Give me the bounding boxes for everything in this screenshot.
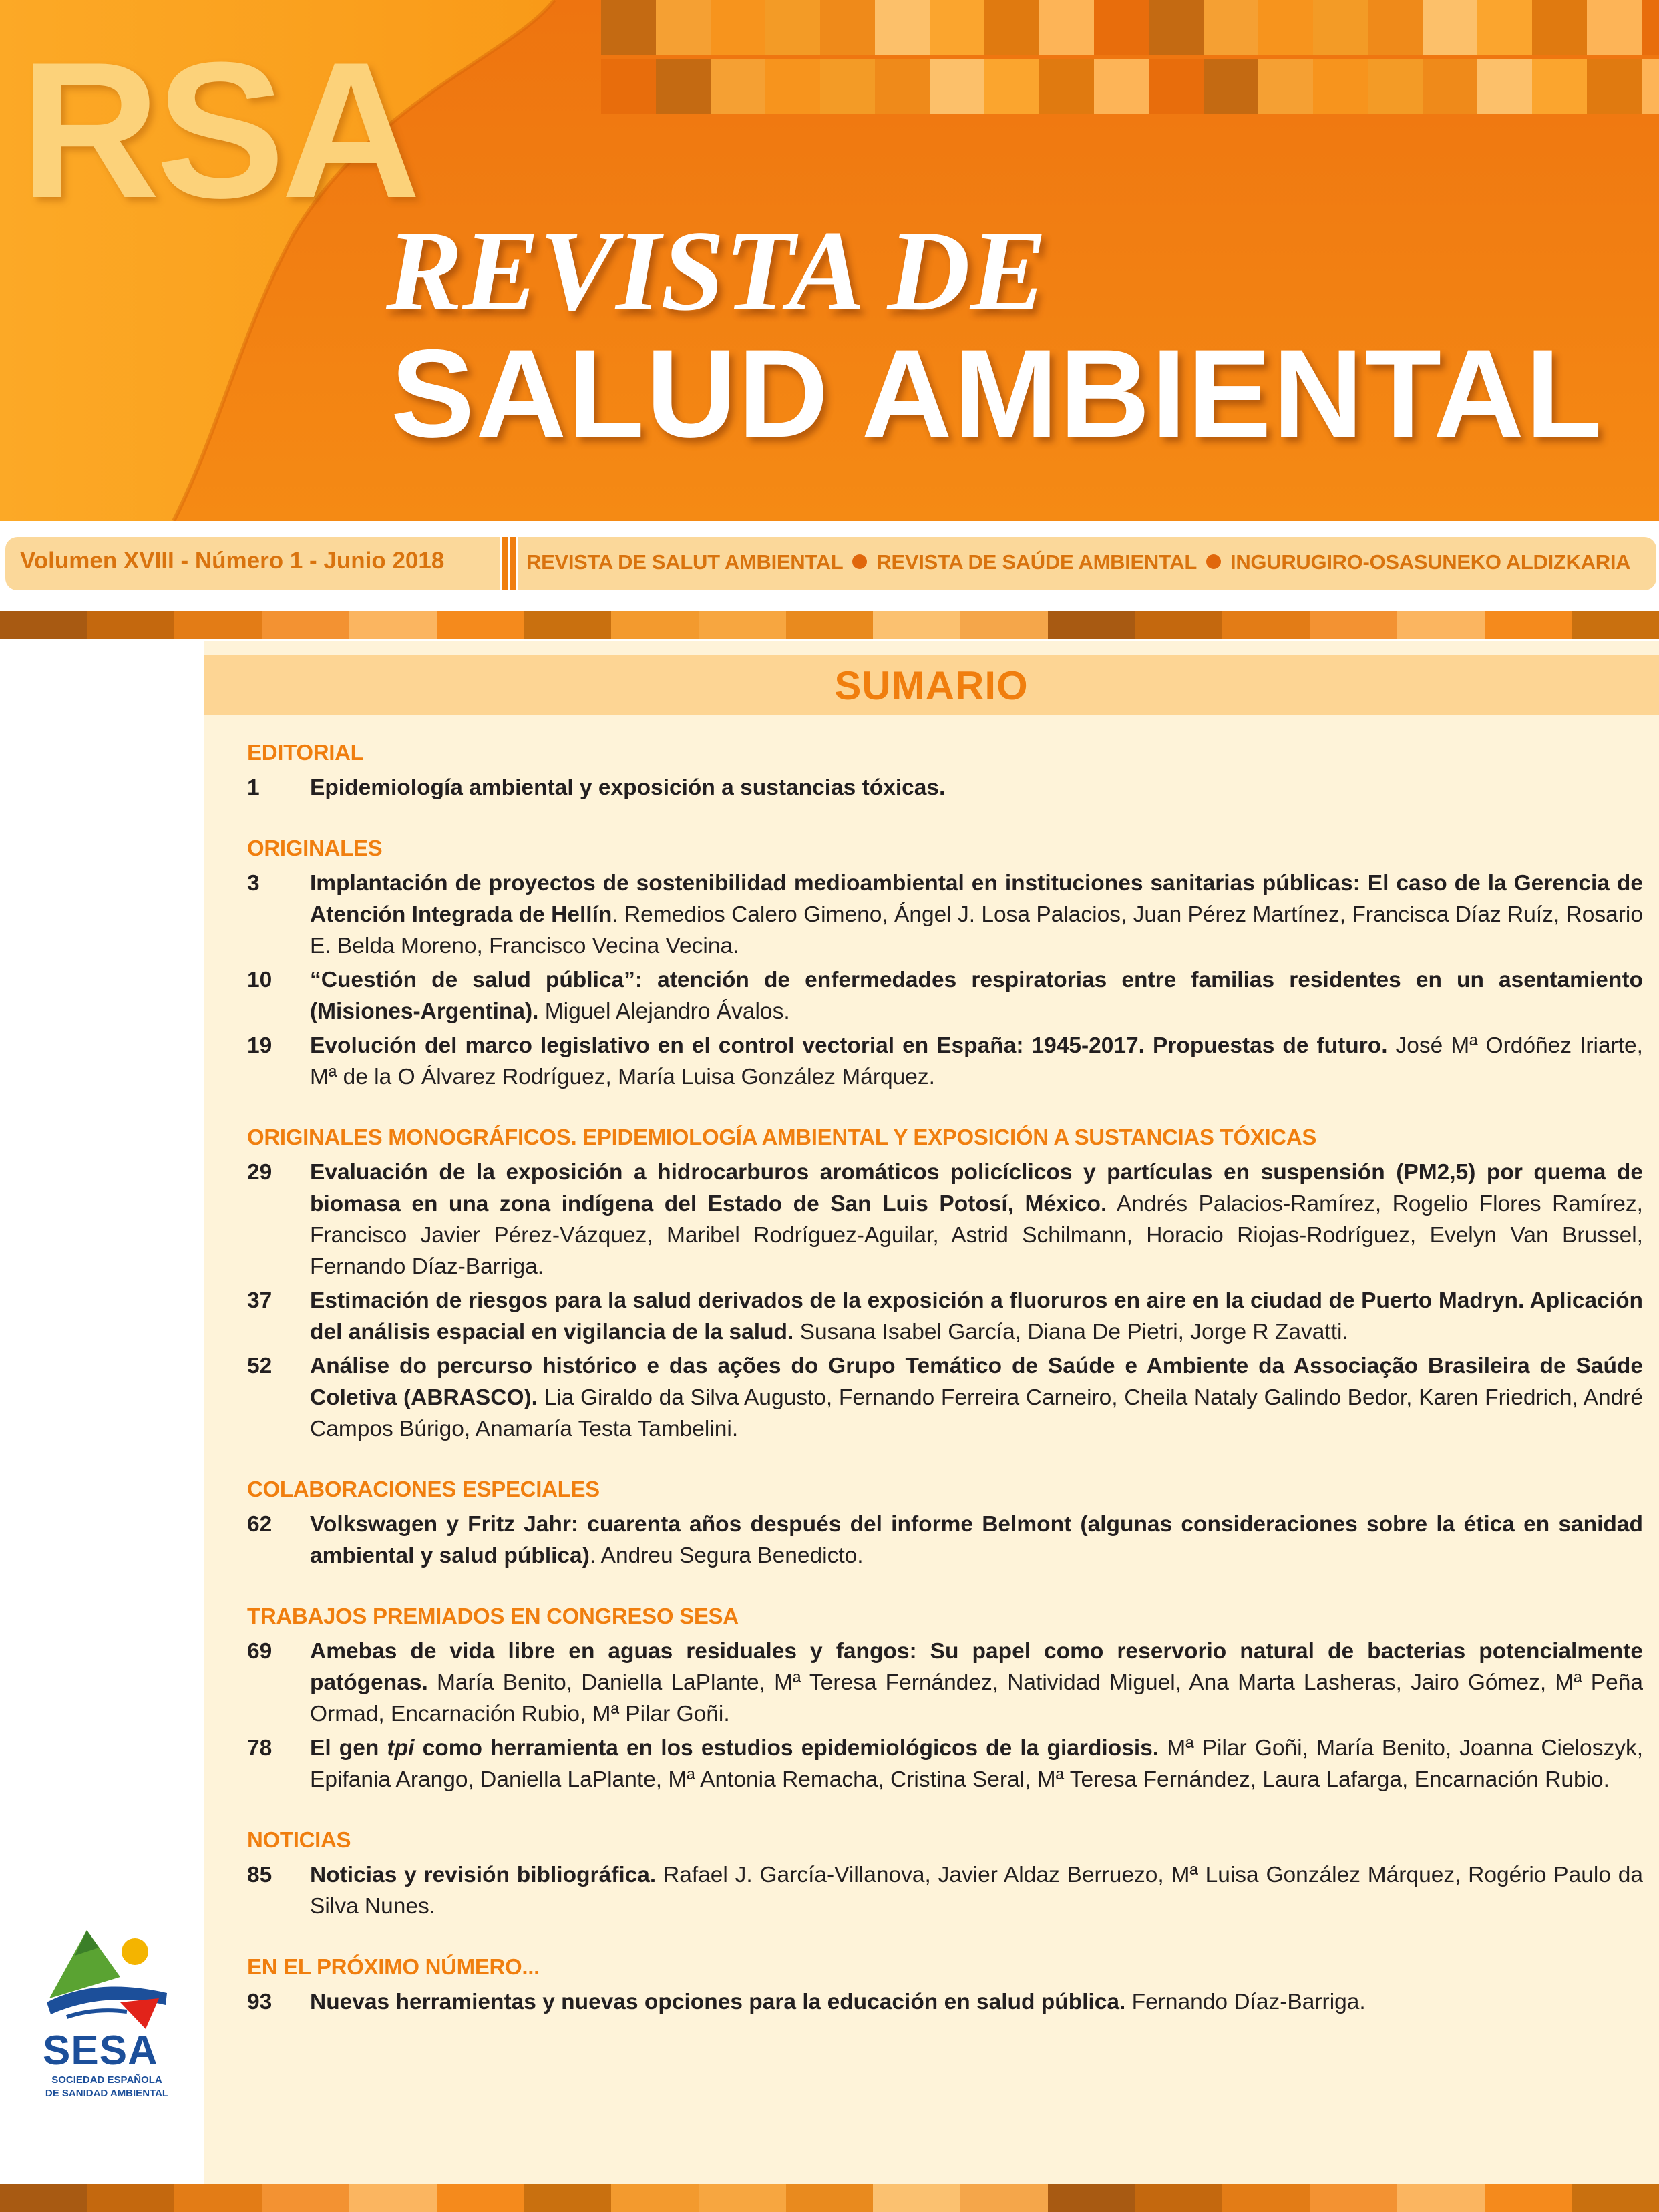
- section-heading-colaboraciones: COLABORACIONES ESPECIALES: [247, 1477, 600, 1501]
- stripe-segment: [1397, 611, 1485, 639]
- journal-title-line1: REVISTA DE: [386, 208, 1047, 335]
- summary-title: SUMARIO: [834, 663, 1029, 708]
- mosaic-tile: [1149, 59, 1204, 114]
- mosaic-tile: [1313, 0, 1368, 55]
- toc-entry[interactable]: [247, 964, 1643, 1027]
- stripe-segment: [1397, 2184, 1485, 2212]
- entry-title: Noticias y revisión bibliográfica.: [310, 1863, 657, 1887]
- color-stripe-bottom: [0, 2184, 1659, 2212]
- entry-title-gene: tpi: [387, 1736, 415, 1761]
- mosaic-tile: [656, 59, 711, 114]
- toc-entry[interactable]: [247, 1986, 1643, 2018]
- volume-box: [5, 537, 500, 590]
- stripe-segment: [524, 611, 612, 639]
- mosaic-tile: [820, 0, 875, 55]
- stripe-segment: [437, 2184, 525, 2212]
- entry-title: “Cuestión de salud pública”: atención de enfermedades respiratorias entre familias residentes en un asentamiento (Misiones-Argentina).: [310, 968, 1643, 1024]
- entry-authors: Andrés Palacios-Ramírez, Rogelio Flores Ramírez, Francisco Javier Pérez-Vázquez, Maribel Rodríguez-Aguilar, Astrid Schilmann, Horacio Riojas-Rodríguez, Evelyn Van Brussel, Fernando Díaz-Barriga.: [310, 1191, 1643, 1279]
- stripe-segment: [349, 611, 437, 639]
- color-stripe-top: [0, 611, 1659, 639]
- divider-bar: [510, 537, 516, 590]
- contents-panel: [204, 641, 1659, 2185]
- stripe-segment: [437, 611, 525, 639]
- entry-authors: . Remedios Calero Gimeno, Ángel J. Losa Palacios, Juan Pérez Martínez, Francisca Díaz Ruíz, Rosario E. Belda Moreno, Francisco Vecina Vecina.: [310, 902, 1643, 958]
- table-of-contents: [247, 740, 1643, 2020]
- mosaic-tile: [984, 0, 1039, 55]
- sesa-subtitle-line1: SOCIEDAD ESPAÑOLA: [51, 2074, 162, 2086]
- entry-title: Análise do percurso histórico e das ações do Grupo Temático de Saúde e Ambiente da Associação Brasileira de Saúde Coletiva (ABRASCO).: [310, 1354, 1643, 1410]
- stripe-segment: [1048, 2184, 1136, 2212]
- galician-title: REVISTA DE SAÚDE AMBIENTAL: [876, 550, 1197, 574]
- sesa-subtitle-line2: DE SANIDAD AMBIENTAL: [45, 2088, 169, 2099]
- stripe-segment: [1135, 2184, 1224, 2212]
- toc-entry[interactable]: [247, 1509, 1643, 1572]
- mosaic-tile: [1204, 59, 1258, 114]
- stripe-segment: [1222, 2184, 1310, 2212]
- divider-bar: [502, 537, 508, 590]
- mosaic-tile: [1313, 59, 1368, 114]
- entry-title: Epidemiología ambiental y exposición a sustancias tóxicas.: [310, 775, 946, 800]
- mosaic-tile: [875, 0, 930, 55]
- stripe-segment: [0, 611, 88, 639]
- stripe-segment: [174, 611, 262, 639]
- stripe-segment: [873, 2184, 961, 2212]
- stripe-segment: [1485, 611, 1573, 639]
- entry-title-prefix: El gen: [310, 1736, 387, 1761]
- section-heading-proximo: EN EL PRÓXIMO NÚMERO...: [247, 1954, 540, 1979]
- page-number: 19: [247, 1033, 272, 1058]
- toc-entry[interactable]: [247, 868, 1643, 962]
- page-number: 78: [247, 1736, 272, 1761]
- volume-info: Volumen XVIII - Número 1 - Junio 2018: [20, 548, 445, 574]
- mosaic-tile: [1149, 0, 1204, 55]
- entry-authors: Lia Giraldo da Silva Augusto, Fernando Ferreira Carneiro, Cheila Nataly Galindo Bedor, Karen Friedrich, André Campos Búrigo, Anamaría Testa Tambelini.: [310, 1385, 1643, 1441]
- stripe-segment: [611, 611, 699, 639]
- mosaic-tile: [1532, 59, 1587, 114]
- page-number: 37: [247, 1288, 272, 1313]
- stripe-segment: [1048, 611, 1136, 639]
- language-titles: [526, 550, 1630, 574]
- entry-title: Evolución del marco legislativo en el control vectorial en España: 1945-2017. Propuestas de futuro.: [310, 1033, 1388, 1058]
- mosaic-tile: [930, 0, 984, 55]
- stripe-segment: [699, 2184, 787, 2212]
- stripe-segment: [0, 2184, 88, 2212]
- info-band: [0, 521, 1659, 598]
- mosaic-tile: [1477, 0, 1532, 55]
- header-mosaic: [601, 0, 1659, 123]
- page-number: 85: [247, 1863, 272, 1887]
- entry-title: Evaluación de la exposición a hidrocarburos aromáticos policíclicos y partículas en suspensión (PM2,5) por quema de biomasa en una zona indígena del Estado de San Luis Potosí, México.: [310, 1160, 1643, 1216]
- entry-authors: Fernando Díaz-Barriga.: [1125, 1990, 1366, 2014]
- mosaic-tile: [1204, 0, 1258, 55]
- toc-entry[interactable]: [247, 1732, 1643, 1795]
- stripe-segment: [87, 611, 176, 639]
- page-number: 52: [247, 1354, 272, 1378]
- mosaic-tile: [1094, 59, 1149, 114]
- catalan-title: REVISTA DE SALUT AMBIENTAL: [526, 550, 844, 574]
- entry-authors: Susana Isabel García, Diana De Pietri, Jorge R Zavatti.: [793, 1320, 1348, 1344]
- stripe-segment: [1572, 2184, 1659, 2212]
- stripe-segment: [349, 2184, 437, 2212]
- sesa-emblem-icon: [40, 1923, 174, 2030]
- stripe-segment: [262, 2184, 350, 2212]
- stripe-segment: [262, 611, 350, 639]
- stripe-segment: [1222, 611, 1310, 639]
- section-heading-noticias: NOTICIAS: [247, 1827, 351, 1852]
- page-number: 3: [247, 871, 260, 896]
- entry-title: Nuevas herramientas y nuevas opciones para la educación en salud pública.: [310, 1990, 1126, 2014]
- mosaic-tile: [984, 59, 1039, 114]
- mosaic-tile: [711, 59, 765, 114]
- entry-title: Volkswagen y Fritz Jahr: cuarenta años después del informe Belmont (algunas consideraciones sobre la ética en sanidad ambiental y salud pública): [310, 1512, 1643, 1568]
- page-number: 62: [247, 1512, 272, 1537]
- mosaic-tile: [765, 59, 820, 114]
- mosaic-tile: [1039, 59, 1094, 114]
- mosaic-tile: [601, 0, 656, 55]
- section-heading-monograficos: ORIGINALES MONOGRÁFICOS. EPIDEMIOLOGÍA AMBIENTAL Y EXPOSICIÓN A SUSTANCIAS TÓXICAS: [247, 1125, 1317, 1149]
- toc-entry[interactable]: [247, 1636, 1643, 1730]
- entry-authors: Rafael J. García-Villanova, Javier Aldaz Berruezo, Mª Luisa González Márquez, Rogério Paulo da Silva Nunes.: [310, 1863, 1643, 1919]
- mosaic-tile: [1642, 59, 1659, 114]
- toc-entry[interactable]: [247, 772, 1643, 803]
- bullet-icon: [852, 554, 867, 569]
- page-number: 69: [247, 1639, 272, 1664]
- mosaic-tile: [711, 0, 765, 55]
- section-heading-originales: ORIGINALES: [247, 836, 383, 860]
- basque-title: INGURUGIRO-OSASUNEKO ALDIZKARIA: [1230, 550, 1631, 574]
- mosaic-tile: [1039, 0, 1094, 55]
- entry-title: Amebas de vida libre en aguas residuales y fangos: Su papel como reservorio natural de bacterias potencialmente patógenas.: [310, 1639, 1643, 1695]
- toc-entry[interactable]: [247, 1030, 1643, 1093]
- stripe-segment: [960, 2184, 1049, 2212]
- mosaic-tile: [1368, 59, 1423, 114]
- mosaic-tile: [1423, 0, 1477, 55]
- stripe-segment: [960, 611, 1049, 639]
- stripe-segment: [1572, 611, 1659, 639]
- entry-authors: José Mª Ordóñez Iriarte, Mª de la O Álvarez Rodríguez, María Luisa González Márquez.: [310, 1033, 1643, 1089]
- page-number: 29: [247, 1160, 272, 1185]
- rsa-logo: RSA: [20, 22, 417, 238]
- entry-title: como herramienta en los estudios epidemiológicos de la giardiosis.: [414, 1736, 1159, 1761]
- language-titles-box: [518, 537, 1656, 590]
- stripe-segment: [1310, 2184, 1398, 2212]
- mosaic-tile: [930, 59, 984, 114]
- mosaic-tile: [1587, 59, 1642, 114]
- sesa-logo: [40, 1923, 174, 2099]
- mosaic-tile: [1368, 0, 1423, 55]
- mosaic-tile: [601, 59, 656, 114]
- mosaic-tile: [765, 0, 820, 55]
- stripe-segment: [1485, 2184, 1573, 2212]
- cover-header: [0, 0, 1659, 521]
- entry-title: Implantación de proyectos de sostenibilidad medioambiental en instituciones sanitarias públicas: El caso de la Gerencia de Atención Integrada de Hellín: [310, 871, 1643, 927]
- mosaic-tile: [1587, 0, 1642, 55]
- stripe-segment: [786, 2184, 874, 2212]
- entry-title: Estimación de riesgos para la salud derivados de la exposición a fluoruros en aire en la ciudad de Puerto Madryn. Aplicación del análisis espacial en vigilancia de la salud.: [310, 1288, 1643, 1344]
- toc-entry[interactable]: [247, 1350, 1643, 1445]
- entry-authors: Miguel Alejandro Ávalos.: [538, 999, 790, 1024]
- journal-title-line2: SALUD AMBIENTAL: [391, 323, 1604, 464]
- mosaic-tile: [1642, 0, 1659, 55]
- section-heading-editorial: EDITORIAL: [247, 740, 364, 765]
- section-heading-premiados: TRABAJOS PREMIADOS EN CONGRESO SESA: [247, 1604, 739, 1628]
- mosaic-tile: [1258, 0, 1313, 55]
- mosaic-tile: [656, 0, 711, 55]
- entry-authors: María Benito, Daniella LaPlante, Mª Teresa Fernández, Natividad Miguel, Ana Marta Lasheras, Jairo Gómez, Mª Peña Ormad, Encarnación Rubio, Mª Pilar Goñi.: [310, 1670, 1643, 1726]
- sesa-name: SESA: [43, 2028, 158, 2074]
- stripe-segment: [1310, 611, 1398, 639]
- stripe-segment: [786, 611, 874, 639]
- mosaic-tile: [1094, 0, 1149, 55]
- stripe-segment: [1135, 611, 1224, 639]
- page-number: 1: [247, 775, 260, 800]
- stripe-segment: [87, 2184, 176, 2212]
- entry-authors: Mª Pilar Goñi, María Benito, Joanna Cieloszyk, Epifania Arango, Daniella LaPlante, Mª Antonia Remacha, Cristina Seral, Mª Teresa Fernández, Laura Lafarga, Encarnación Rubio.: [310, 1736, 1643, 1792]
- summary-title-bar: [204, 655, 1659, 715]
- mosaic-tile: [1477, 59, 1532, 114]
- mosaic-tile: [1423, 59, 1477, 114]
- mosaic-tile: [1258, 59, 1313, 114]
- stripe-segment: [611, 2184, 699, 2212]
- stripe-segment: [873, 611, 961, 639]
- stripe-segment: [174, 2184, 262, 2212]
- toc-entry[interactable]: [247, 1859, 1643, 1922]
- entry-authors: . Andreu Segura Benedicto.: [589, 1543, 864, 1568]
- bullet-icon: [1206, 554, 1221, 569]
- page-number: 93: [247, 1990, 272, 2014]
- page-number: 10: [247, 968, 272, 992]
- mosaic-tile: [875, 59, 930, 114]
- stripe-segment: [699, 611, 787, 639]
- mosaic-tile: [820, 59, 875, 114]
- toc-entry[interactable]: [247, 1285, 1643, 1348]
- mosaic-tile: [1532, 0, 1587, 55]
- toc-entry[interactable]: [247, 1157, 1643, 1282]
- stripe-segment: [524, 2184, 612, 2212]
